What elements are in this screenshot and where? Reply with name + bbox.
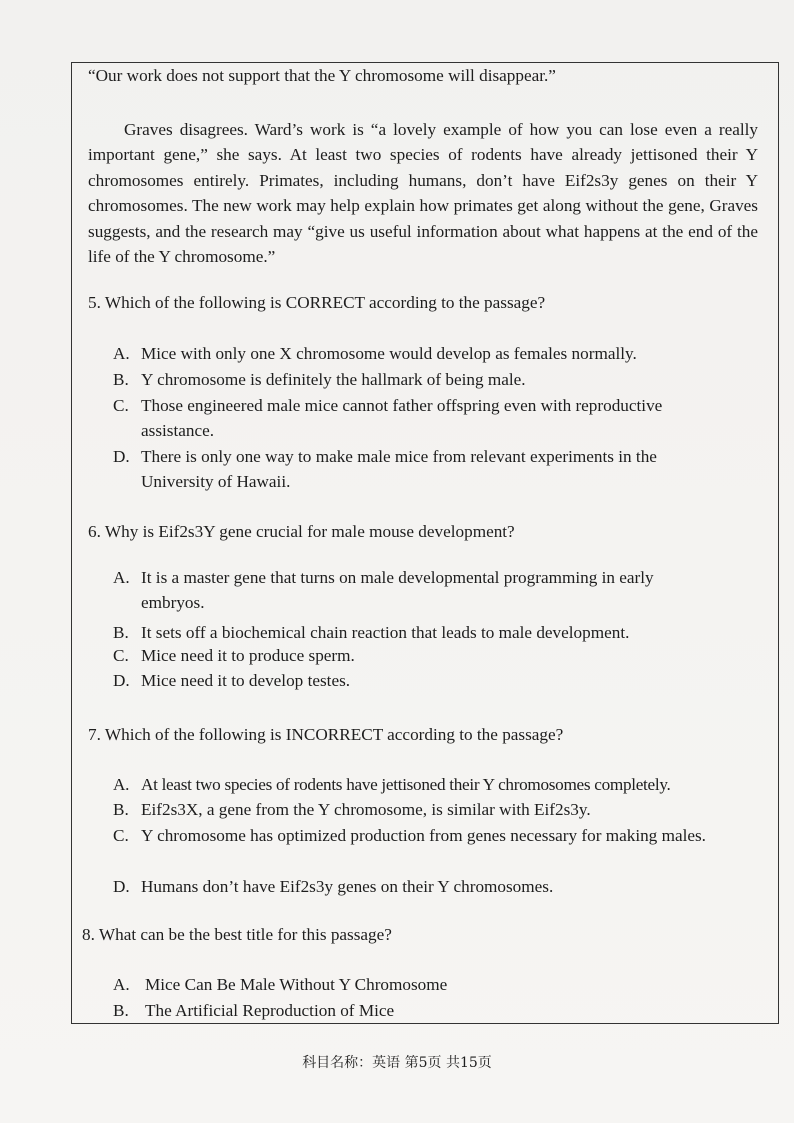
option-text: Mice need it to develop testes.	[141, 671, 351, 690]
option-text: Mice with only one X chromosome would develop as females normally.	[141, 344, 637, 363]
option-letter: B.	[113, 623, 129, 642]
option-text: Y chromosome is definitely the hallmark of being male.	[141, 370, 526, 389]
option-text: It is a master gene that turns on male developmental programming in early embryos.	[141, 568, 654, 612]
question-5-stem: 5. Which of the following is CORRECT according to the passage?	[88, 293, 546, 312]
option-text: At least two species of rodents have jettisoned their Y chromosomes completely.	[141, 775, 671, 794]
q6-option-a[interactable]	[113, 566, 733, 615]
passage-paragraph: Graves disagrees. Ward’s work is “a lovely example of how you can lose even a really important gene,” she says. At least two species of rodents have already jettisoned their Y chromosomes entirely. Primates, including humans, don’t have Eif2s3y genes on their Y chromosomes. The new work may help explain how primates get along without the gene, Graves suggests, and the research may “give us useful information about what happens at the end of the life of the Y chromosome.”	[88, 120, 758, 267]
q5-option-c[interactable]	[113, 394, 733, 443]
option-text: Eif2s3X, a gene from the Y chromosome, is similar with Eif2s3y.	[141, 800, 591, 819]
question-8-stem: 8. What can be the best title for this passage?	[82, 925, 392, 944]
option-text: Y chromosome has optimized production from genes necessary for making males.	[141, 826, 706, 845]
option-text: The Artificial Reproduction of Mice	[145, 1001, 395, 1020]
option-letter: D.	[113, 671, 130, 690]
q7-option-c[interactable]	[113, 824, 733, 849]
option-letter: B.	[113, 370, 129, 389]
q6-option-b[interactable]	[113, 621, 629, 646]
quote-line: “Our work does not support that the Y chromosome will disappear.”	[88, 66, 556, 85]
q6-option-d[interactable]	[113, 669, 350, 694]
page-footer: 科目名称：英语 第5页 共15页	[302, 1055, 492, 1071]
q5-option-a[interactable]	[113, 342, 637, 367]
option-letter: A.	[113, 975, 130, 994]
option-letter: B.	[113, 1001, 129, 1020]
q7-option-b[interactable]	[113, 798, 591, 823]
q8-option-b[interactable]	[113, 999, 394, 1024]
option-letter: B.	[113, 800, 129, 819]
q8-option-a[interactable]	[113, 973, 447, 998]
option-letter: C.	[113, 396, 129, 415]
q7-option-d[interactable]	[113, 875, 553, 900]
option-text: There is only one way to make male mice from relevant experiments in the University of Hawaii.	[141, 447, 657, 491]
option-letter: C.	[113, 826, 129, 845]
option-text: Mice Can Be Male Without Y Chromosome	[145, 975, 448, 994]
question-7-stem: 7. Which of the following is INCORRECT according to the passage?	[88, 725, 564, 744]
q7-option-a[interactable]	[113, 773, 671, 798]
question-6-stem: 6. Why is Eif2s3Y gene crucial for male mouse development?	[88, 522, 515, 541]
option-letter: D.	[113, 447, 130, 466]
option-text: Mice need it to produce sperm.	[141, 646, 355, 665]
option-text: It sets off a biochemical chain reaction that leads to male development.	[141, 623, 630, 642]
option-letter: A.	[113, 568, 130, 587]
option-letter: A.	[113, 775, 130, 794]
q5-option-b[interactable]	[113, 368, 526, 393]
option-text: Humans don’t have Eif2s3y genes on their Y chromosomes.	[141, 877, 554, 896]
option-letter: D.	[113, 877, 130, 896]
option-letter: C.	[113, 646, 129, 665]
q5-option-d[interactable]	[113, 445, 733, 494]
option-letter: A.	[113, 344, 130, 363]
option-text: Those engineered male mice cannot father offspring even with reproductive assistance.	[141, 396, 663, 440]
q6-option-c[interactable]	[113, 644, 355, 669]
